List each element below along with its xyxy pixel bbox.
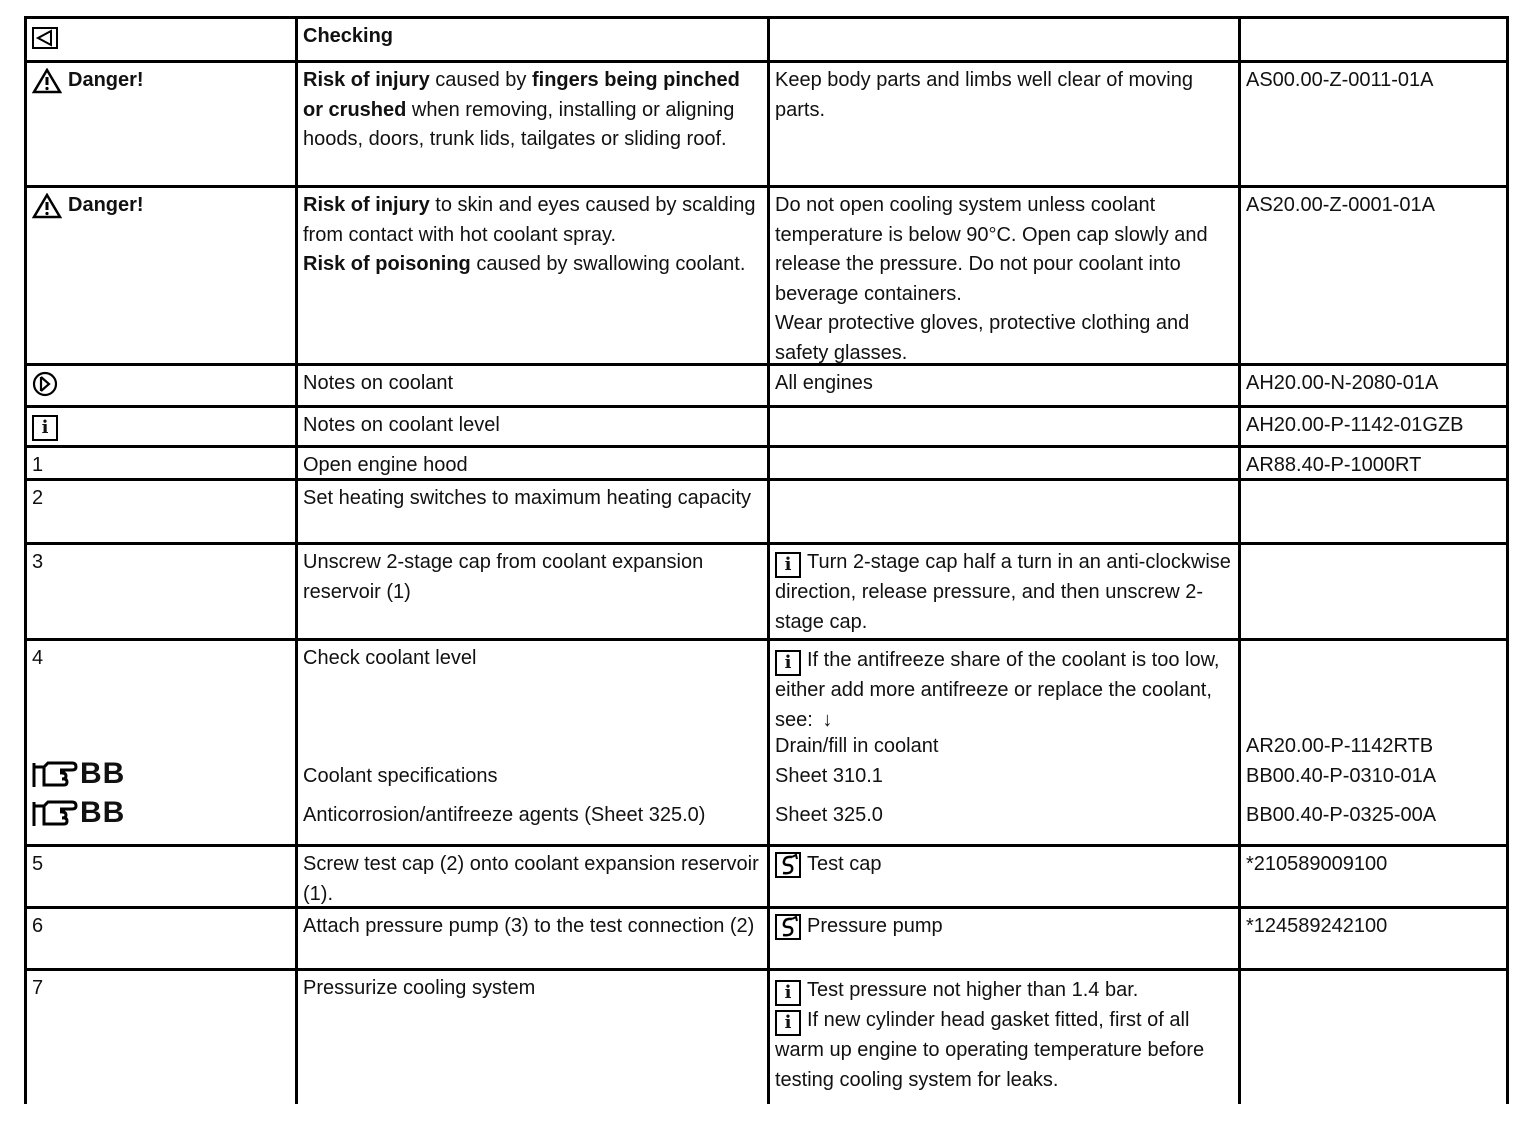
notes-reference-link[interactable]: AH20.00-N-2080-01A (1238, 366, 1509, 405)
notes-text: Notes on coolant level (295, 408, 767, 445)
danger-label: Danger! (68, 194, 144, 216)
step-note (767, 971, 1238, 1104)
step-empty-ref (1238, 545, 1509, 638)
drain-fill-reference-link[interactable]: AR20.00-P-1142RTB (1246, 735, 1434, 757)
danger-action (767, 188, 1238, 363)
step-tool (767, 847, 1238, 906)
risk-emphasis: fingers being pinched or crushed (303, 69, 740, 121)
step-row-2 (24, 478, 1509, 542)
bb-reference-2 (32, 798, 125, 828)
danger-row-1 (24, 60, 1509, 185)
info-icon: i (775, 980, 801, 1006)
header-row (24, 16, 1509, 60)
info-icon: i (32, 415, 58, 441)
pointing-hand-icon (32, 798, 78, 828)
step-text: Unscrew 2-stage cap from coolant expansion reservoir (1) (295, 545, 767, 638)
info-icon: i (775, 1010, 801, 1036)
step-text: Attach pressure pump (3) to the test connection (2) (295, 909, 767, 968)
step-row-4 (24, 638, 1509, 844)
bb2-reference-link[interactable]: BB00.40-P-0325-00A (1246, 804, 1437, 826)
step-empty (767, 448, 1238, 478)
bb1-sheet: Sheet 310.1 (775, 765, 883, 787)
notes-row-1 (24, 363, 1509, 405)
drain-fill-link[interactable]: Drain/fill in coolant (775, 735, 939, 757)
danger-action-text: Do not open cooling system unless coolant temperature is below 90°C. Open cap slowly and release the pressure. Do not pour coolant into beverage containers. (775, 194, 1208, 305)
step-number: 3 (24, 545, 295, 638)
step-number: 2 (24, 481, 295, 542)
step-text: Pressurize cooling system (295, 971, 767, 1104)
step-text-cell (295, 641, 767, 844)
step-row-7 (24, 968, 1509, 1104)
special-tool-icon (775, 852, 801, 878)
danger-text (295, 188, 767, 363)
step-empty-ref (1238, 481, 1509, 542)
step-text: Check coolant level (303, 647, 477, 669)
step-note-text: Turn 2-stage cap half a turn in an anti-clockwise direction, release pressure, and then unscrew 2-stage cap. (775, 551, 1231, 633)
step-note-text: Test pressure not higher than 1.4 bar. (807, 979, 1139, 1001)
header-empty-4 (1238, 19, 1509, 60)
step-text: Screw test cap (2) onto coolant expansion reservoir (1). (295, 847, 767, 906)
step-number: 5 (24, 847, 295, 906)
risk-text: caused by (429, 69, 532, 91)
info-icon: i (775, 552, 801, 578)
pointing-hand-icon (32, 759, 78, 789)
step-note-text: If the antifreeze share of the coolant is too low, either add more antifreeze or replace the coolant, see: (775, 649, 1220, 731)
tool-name: Pressure pump (807, 915, 943, 937)
down-arrow-icon: ↓ (822, 708, 833, 731)
step-row-1 (24, 445, 1509, 478)
tool-name: Test cap (807, 853, 882, 875)
danger-label: Danger! (68, 69, 144, 91)
step-text: Open engine hood (295, 448, 767, 478)
bb-reference-1 (32, 759, 125, 789)
notes-text: Notes on coolant (295, 366, 767, 405)
notes-symbol-cell (24, 366, 295, 405)
risk-text-2: when removing, installing or aligning hoods, doors, trunk lids, tailgates or sliding roof. (303, 98, 735, 150)
bb-label: BB (80, 796, 126, 830)
danger-action-text-2: Wear protective gloves, protective clothing and safety glasses. (775, 312, 1190, 364)
tool-part-number[interactable]: *210589009100 (1238, 847, 1509, 906)
back-triangle-icon (32, 27, 58, 49)
step-row-3 (24, 542, 1509, 638)
danger-symbol-cell (24, 63, 295, 185)
special-tool-icon (775, 914, 801, 940)
danger-action: Keep body parts and limbs well clear of moving parts. (767, 63, 1238, 185)
risk-label: Risk of injury (303, 194, 430, 216)
step-note (767, 641, 1238, 844)
step-number: 1 (24, 448, 295, 478)
step-tool (767, 909, 1238, 968)
danger-text (295, 63, 767, 185)
header-title: Checking (295, 19, 767, 60)
danger-reference-link[interactable]: AS00.00-Z-0011-01A (1238, 63, 1509, 185)
bb1-reference-link[interactable]: BB00.40-P-0310-01A (1246, 765, 1437, 787)
step-refs-cell (1238, 641, 1509, 844)
danger-symbol-cell (24, 188, 295, 363)
bb-label: BB (80, 757, 126, 791)
info-icon: i (775, 650, 801, 676)
procedure-table (24, 16, 1509, 1104)
header-empty-3 (767, 19, 1238, 60)
notes-reference-link[interactable]: AH20.00-P-1142-01GZB (1238, 408, 1509, 445)
step-note (767, 545, 1238, 638)
step-number: 6 (24, 909, 295, 968)
tool-part-number[interactable]: *124589242100 (1238, 909, 1509, 968)
step-row-6 (24, 906, 1509, 968)
header-symbol-cell (24, 19, 295, 60)
step-empty (767, 481, 1238, 542)
info-symbol-cell (24, 408, 295, 445)
step-number: 7 (24, 971, 295, 1104)
bb1-text: Coolant specifications (303, 765, 498, 787)
step-row-5 (24, 844, 1509, 906)
warning-triangle-icon (32, 193, 62, 219)
risk-text-2: caused by swallowing coolant. (470, 253, 746, 275)
circle-arrow-icon (32, 371, 58, 397)
notes-empty (767, 408, 1238, 445)
step-text: Set heating switches to maximum heating capacity (295, 481, 767, 542)
step-number: 4 (32, 647, 44, 669)
notes-row-2 (24, 405, 1509, 445)
risk-text: to skin and eyes caused by scalding from contact with hot coolant spray. (303, 194, 756, 246)
bb2-text: Anticorrosion/antifreeze agents (Sheet 325.0) (303, 804, 706, 826)
danger-row-2 (24, 185, 1509, 363)
risk-label-2: Risk of poisoning (303, 253, 471, 275)
risk-label: Risk of injury (303, 69, 430, 91)
step-reference-link[interactable]: AR88.40-P-1000RT (1238, 448, 1509, 478)
warning-triangle-icon (32, 68, 62, 94)
step-note-text-2: If new cylinder head gasket fitted, first of all warm up engine to operating temperature before testing cooling system for leaks. (775, 1009, 1205, 1091)
danger-reference-link[interactable]: AS20.00-Z-0001-01A (1238, 188, 1509, 363)
step-symbols-cell (24, 641, 295, 844)
bb2-sheet: Sheet 325.0 (775, 804, 883, 826)
notes-action: All engines (767, 366, 1238, 405)
step-empty-ref (1238, 971, 1509, 1104)
